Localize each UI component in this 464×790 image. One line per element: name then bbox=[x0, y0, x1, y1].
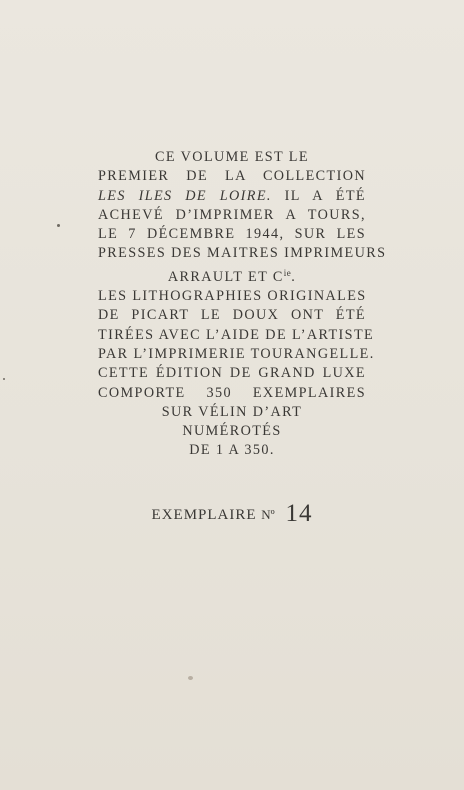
collection-title: LES ILES DE LOIRE. bbox=[98, 187, 272, 204]
colophon-line: SUR VÉLIN D’ART bbox=[161, 403, 303, 420]
colophon-line: LE 7 DÉCEMBRE 1944, SUR LES bbox=[98, 226, 366, 243]
colophon-text: IL A ÉTÉ bbox=[271, 187, 366, 204]
colophon-line: TIRÉES AVEC L’AIDE DE L’ARTISTE bbox=[98, 326, 375, 343]
colophon-line: DE PICART LE DOUX ONT ÉTÉ bbox=[98, 307, 366, 324]
numero-sign: Nº bbox=[261, 507, 275, 522]
colophon bbox=[0, 148, 464, 461]
colophon-line bbox=[98, 167, 366, 186]
colophon-text: . bbox=[291, 268, 297, 285]
paper-speck bbox=[188, 676, 193, 680]
copy-number-value: 14 bbox=[285, 500, 313, 527]
colophon-line: LES LITHOGRAPHIES ORIGINALES bbox=[98, 288, 367, 305]
exemplaire-label: EXEMPLAIRE bbox=[151, 507, 257, 523]
superscript: ie bbox=[283, 267, 292, 278]
copy-number bbox=[0, 500, 464, 528]
colophon-line: NUMÉROTÉS bbox=[182, 423, 282, 440]
colophon-line: DE 1 A 350. bbox=[189, 442, 275, 459]
colophon-text: PREMIER DE LA COLLECTION bbox=[98, 168, 366, 185]
colophon-line: CE VOLUME EST LE bbox=[155, 149, 309, 165]
colophon-line bbox=[0, 264, 464, 287]
colophon-line: PRESSES DES MAITRES IMPRIMEURS bbox=[98, 245, 387, 262]
colophon-text: ARRAULT ET C bbox=[167, 268, 284, 285]
colophon-line bbox=[98, 187, 366, 206]
colophon-line: COMPORTE 350 EXEMPLAIRES bbox=[98, 384, 366, 401]
colophon-line: PAR L’IMPRIMERIE TOURANGELLE. bbox=[98, 345, 375, 362]
colophon-line: CETTE ÉDITION DE GRAND LUXE bbox=[98, 365, 366, 382]
colophon-line: ACHEVÉ D’IMPRIMER A TOURS, bbox=[98, 206, 366, 223]
